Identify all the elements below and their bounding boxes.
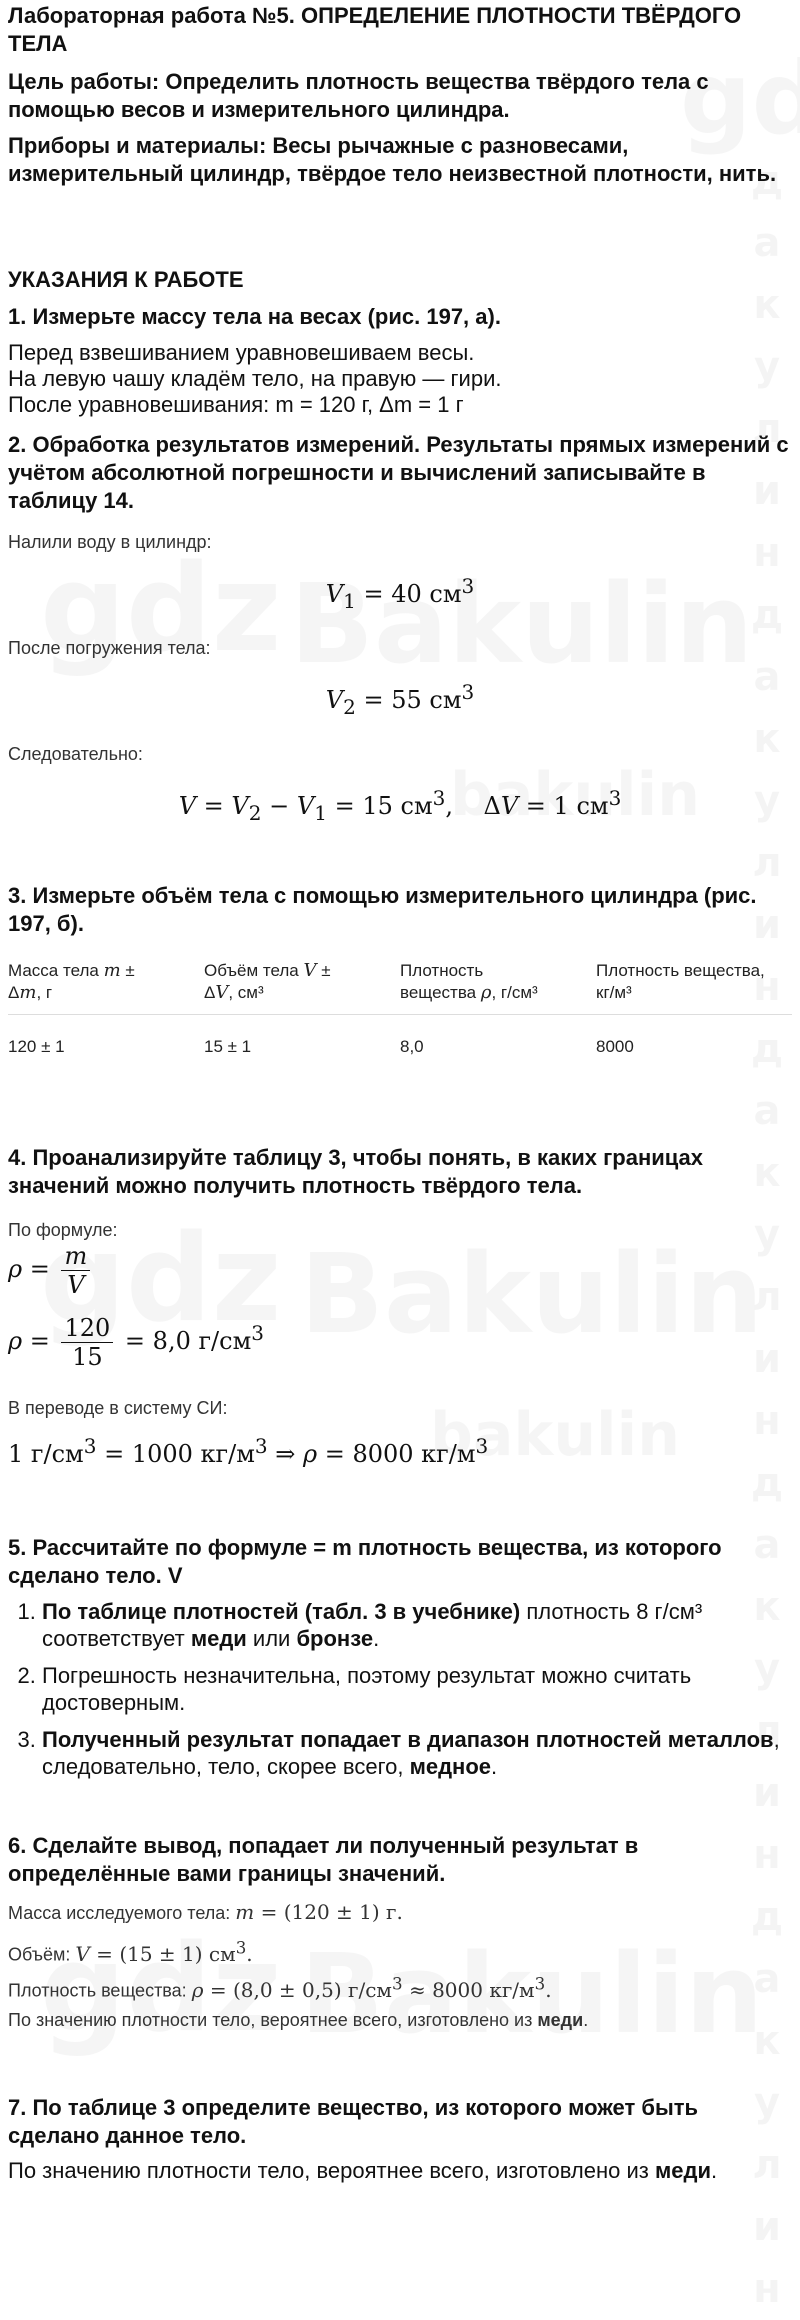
list-item: 2. Погрешность незначительна, поэтому результат можно считать достоверным.	[42, 1662, 792, 1716]
si-unit-kg2: кг/м	[421, 1440, 476, 1468]
step1-line1: Перед взвешиванием уравновешиваем весы.	[8, 340, 475, 365]
table-cell-mass: 120 ± 1	[8, 1037, 65, 1056]
formula-rho-calc: ρ = $\frac{120}{15}$ = 8,0 $г/см^3$	[8, 1314, 264, 1371]
table-header-density: Плотность вещества ρ, г/см³	[400, 960, 596, 1015]
step2-note3: Следовательно:	[8, 744, 143, 764]
table-header-density-si: Плотность вещества, кг/м³	[596, 960, 792, 1015]
th-mass-unit: , г	[36, 983, 53, 1002]
table-header-mass: Масса тела m ± Δm, г	[8, 960, 204, 1015]
step6-heading: 6. Сделайте вывод, попадает ли полученный результат в определённые вами границы значений.	[8, 1833, 639, 1886]
v1-value: 40	[391, 580, 422, 608]
table-header-row	[8, 960, 792, 1015]
conclusion-end: .	[583, 2010, 589, 2030]
step7-heading: 7. По таблице 3 определите вещество, из которого может быть сделано данное тело.	[8, 2095, 699, 2148]
item1-copper: меди	[190, 1626, 247, 1651]
v2-unit: см	[429, 686, 462, 714]
item1-rest: плотность 8 г/см³ соответствует	[42, 1599, 703, 1651]
dv-value: 1	[553, 792, 569, 820]
volume-value: (15 ± 1) см	[119, 1941, 236, 1966]
step1-heading: 1. Измерьте массу тела на весах (рис. 197, а).	[8, 304, 501, 329]
step6-conclusion	[8, 2008, 792, 2032]
step7-text-pre: По значению плотности тело, вероятнее всего, изготовлено из	[8, 2158, 655, 2183]
step1-line3: После уравновешивания: m = 120 г, Δm = 1 г	[8, 392, 464, 417]
v2-value: 55	[391, 686, 422, 714]
si-lhs: 1	[8, 1440, 24, 1468]
si-mid: 1000	[131, 1440, 193, 1468]
v-unit: см	[400, 792, 433, 820]
item1-or: или	[246, 1626, 297, 1651]
formula-si: 1 $г/см^3 = 1000$ $кг/м^3$ ⇒ ρ = 8000 $кг/м^3$	[8, 1434, 489, 1468]
table-row	[8, 1015, 792, 1058]
mass-value: (120 ± 1) г.	[283, 1900, 403, 1924]
step4-note2: В переводе в систему СИ:	[8, 1398, 228, 1418]
th-vol-unit: , см³	[228, 983, 264, 1002]
step4-heading: 4. Проанализируйте таблицу 3, чтобы понять, в каких границах значений можно получить плотность твёрдого тела.	[8, 1145, 704, 1198]
page-title: Лабораторная работа №5. ОПРЕДЕЛЕНИЕ ПЛОТНОСТИ ТВЁРДОГО ТЕЛА	[8, 3, 742, 56]
watermark-letter	[742, 2258, 792, 2320]
si-result: 8000	[352, 1440, 414, 1468]
formula-rho: ρ = $\frac{m}{V}$	[8, 1242, 792, 1299]
step6-density: Плотность вещества: ρ = (8,0 ± 0,5) $г/см^3 \approx 8000$ $кг/м^3$.	[8, 1974, 552, 2002]
list-item	[42, 1726, 792, 1780]
step6-mass: Масса исследуемого тела: m = (120 ± 1) г.	[8, 1900, 403, 1924]
step3-heading: 3. Измерьте объём тела с помощью измерительного цилиндра (рис. 197, б).	[8, 883, 757, 936]
th-dens-unit: , г/см³	[491, 983, 538, 1002]
item1-bronze: бронзе	[296, 1626, 374, 1651]
step2-note1: Налили воду в цилиндр:	[8, 532, 212, 552]
formula-v1: $V_1 = 40$ $см^3$	[325, 574, 475, 613]
mass-label: Масса исследуемого тела:	[8, 1903, 231, 1923]
watermark-letter	[742, 1080, 792, 1142]
item3-bold: Полученный результат попадает в диапазон плотностей металлов	[42, 1727, 774, 1752]
step6-volume: Объём: V = (15 ± 1) $см^3$.	[8, 1938, 253, 1966]
rho-denominator: 15	[72, 1343, 103, 1371]
rho-unit: г/см	[198, 1327, 252, 1355]
item3-end: .	[491, 1754, 498, 1779]
step5-heading: 5. Рассчитайте по формуле = m плотность вещества, из которого сделано тело. V	[8, 1535, 722, 1588]
step7-text-end: .	[710, 2158, 718, 2183]
density-value: (8,0 ± 0,5) г/см	[232, 1977, 392, 2002]
results-table-wrap	[8, 960, 792, 1057]
item3-rest: , следовательно, тело, скорее всего,	[42, 1727, 780, 1779]
dv-unit: см	[576, 792, 609, 820]
step4-note1: По формуле:	[8, 1220, 118, 1240]
step5-list-wrap	[8, 1598, 792, 1790]
list-item	[42, 1598, 792, 1652]
item1-bold: По таблице плотностей (табл. 3 в учебнике)	[42, 1599, 521, 1624]
formula-v: $V = V_2 - V_1 = 15$ $см^3$, ΔV = 1 $см^3$	[178, 786, 622, 825]
density-label: Плотность вещества:	[8, 1980, 187, 2001]
th-vol-label: Объём тела	[204, 961, 299, 980]
table-header-volume: Объём тела V ± ΔV, см³	[204, 960, 400, 1015]
th-mass-label: Масса тела	[8, 961, 99, 980]
watermark-letter	[742, 212, 792, 274]
rho-result: 8,0	[152, 1327, 191, 1355]
volume-label: Объём:	[8, 1944, 71, 1965]
si-unit-kg: кг/м	[200, 1440, 255, 1468]
table-cell-density: 8,0	[400, 1037, 424, 1056]
results-table	[8, 960, 792, 1057]
item3-copper: медное	[409, 1754, 492, 1779]
v1-unit: см	[429, 580, 462, 608]
step2-heading: 2. Обработка результатов измерений. Результаты прямых измерений с учётом абсолютной погрешности и вычислений записывайте в таблицу 14.	[8, 432, 789, 513]
formula-v2: $V_2 = 55$ $см^3$	[325, 680, 475, 719]
step7-text-bold: меди	[654, 2158, 711, 2183]
goal-text: Цель работы: Определить плотность вещества твёрдого тела с помощью весов и измерительного цилиндра.	[8, 69, 709, 122]
materials-text: Приборы и материалы: Весы рычажные с разновесами, измерительный цилиндр, твёрдое тело неизвестной плотности, нить.	[8, 133, 777, 186]
density-approx: ≈ 8000 кг/м	[402, 1977, 535, 2002]
v-value: 15	[362, 792, 393, 820]
step1-line2: На левую чашу кладём тело, на правую — гири.	[8, 366, 502, 391]
instructions-heading: УКАЗАНИЯ К РАБОТЕ	[8, 267, 244, 292]
step7-text	[8, 2158, 792, 2184]
rho-numerator: 120	[61, 1314, 113, 1343]
conclusion-bold: меди	[537, 2010, 584, 2030]
table-cell-volume: 15 ± 1	[204, 1037, 252, 1056]
watermark-letter	[742, 2196, 792, 2258]
si-unit-g: г/см	[30, 1440, 84, 1468]
item1-end: .	[373, 1626, 380, 1651]
conclusion-pre: По значению плотности тело, вероятнее всего, изготовлено из	[8, 2010, 538, 2030]
step5-list	[8, 1598, 792, 1780]
table-cell-density-si: 8000	[596, 1037, 634, 1056]
step2-note2: После погружения тела:	[8, 638, 211, 658]
